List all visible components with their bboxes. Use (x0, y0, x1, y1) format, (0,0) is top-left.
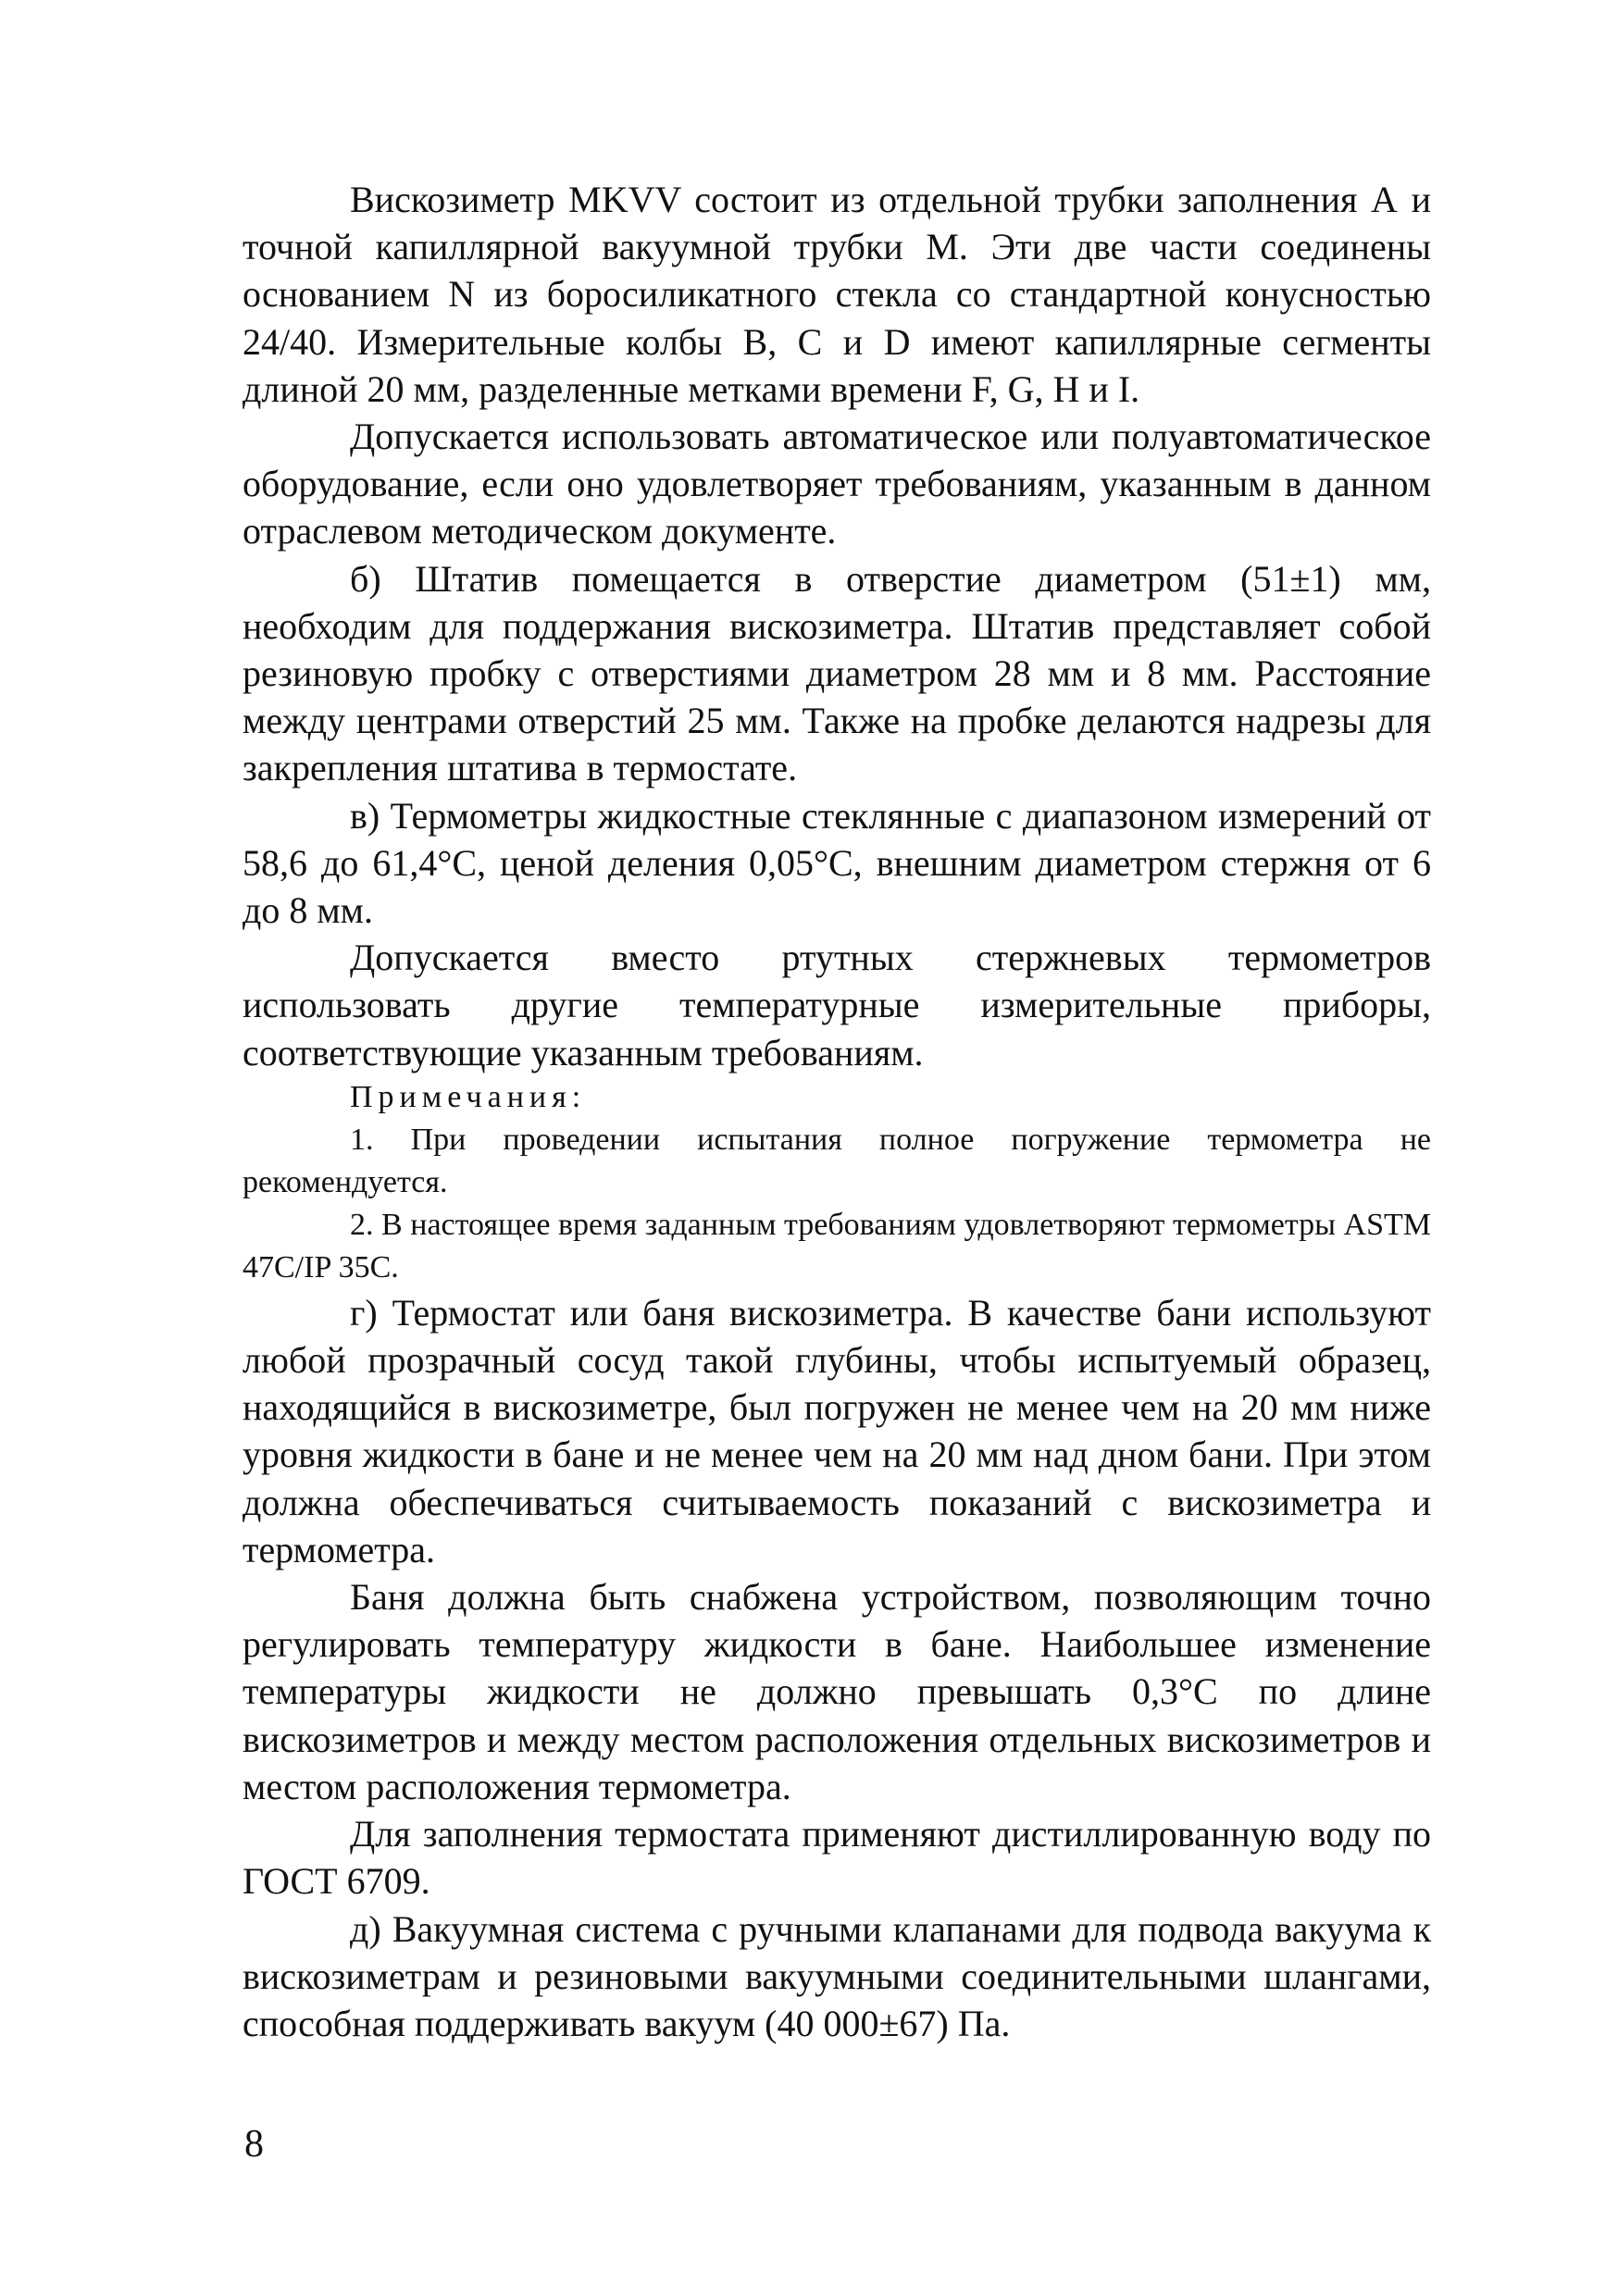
paragraph-automatic-equipment: Допускается использовать автоматическое или полуавтоматическое оборудование, если оно удовлетворяет требованиям, указанным в данном отраслевом методическом документе. (243, 416, 1431, 552)
body-text (243, 176, 1431, 2047)
page-number: 8 (244, 2123, 264, 2166)
paragraph-alternative-thermometers: Допускается вместо ртутных стержневых термометров использовать другие температурные измерительные приборы, соответствующие указанным требованиям. (243, 937, 1431, 1074)
note-item-2: 2. В настоящее время заданным требованиям удовлетворяют термометры ASTM 47C/IP 35C. (243, 1207, 1431, 1285)
paragraph-vacuum-system: д) Вакуумная система с ручными клапанами для подвода вакуума к вискозиметрам и резиновыми вакуумными соединительными шлангами, способная поддерживать вакуум (40 000±67) Па. (243, 1907, 1431, 2044)
paragraph-bath-regulation: Баня должна быть снабжена устройством, позволяющим точно регулировать температуру жидкости в бане. Наибольшее изменение температуры жидкости не должно превышать 0,3°С по длине вискозиметров и между местом расположения отдельных вискозиметров и местом расположения термометра. (243, 1576, 1431, 1807)
paragraph-viscometer-description: Вискозиметр MKVV состоит из отдельной трубки заполнения А и точной капиллярной вакуумной трубки М. Эти две части соединены основанием N из боросиликатного стекла со стандартной конусностью 24/40. Измерительные колбы В, С и D имеют капиллярные сегменты длиной 20 мм, разделенные метками времени F, G, Н и I. (243, 179, 1431, 410)
paragraph-stand: б) Штатив помещается в отверстие диаметром (51±1) мм, необходим для поддержания вискозиметра. Штатив представляет собой резиновую пробку с отверстиями диаметром 28 мм и 8 мм. Расстояние между центрами отверстий 25 мм. Также на пробке делаются надрезы для закрепления штатива в термостате. (243, 557, 1431, 789)
paragraph-distilled-water: Для заполнения термостата применяют дистиллированную воду по ГОСТ 6709. (243, 1813, 1431, 1903)
notes-heading: Примечания: (350, 1079, 587, 1114)
paragraph-thermostat-bath: г) Термостат или баня вискозиметра. В качестве бани используют любой прозрачный сосуд такой глубины, чтобы испытуемый образец, находящийся в вискозиметре, был погружен не менее чем на 20 мм ниже уровня жидкости в бане и не менее чем на 20 мм над дном бани. При этом должна обеспечиваться считываемость показаний с вискозиметра и термометра. (243, 1291, 1431, 1570)
note-item-1: 1. При проведении испытания полное погружение термометра не рекомендуется. (243, 1122, 1431, 1199)
paragraph-thermometers: в) Термометры жидкостные стеклянные с диапазоном измерений от 58,6 до 61,4°С, ценой деления 0,05°С, внешним диаметром стержня от 6 до 8 мм. (243, 794, 1431, 932)
